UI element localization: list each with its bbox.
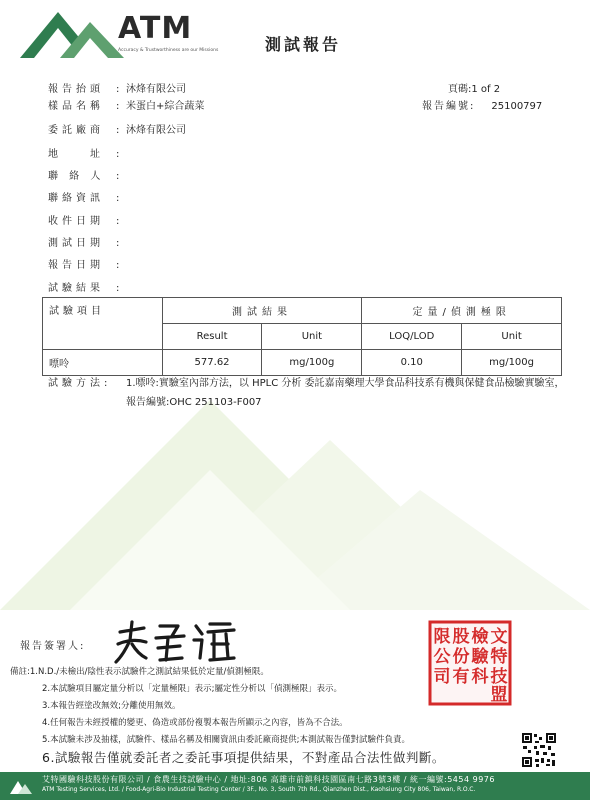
header-test-item: 試驗項目	[43, 298, 163, 350]
method-label: 試驗方法:	[48, 378, 112, 389]
cell-loq-unit: mg/100g	[462, 350, 562, 376]
field-client: 委託廠商 : 沐烽有限公司	[48, 121, 186, 137]
svg-text:司: 司	[433, 667, 451, 687]
field-report-date: 報告日期 :	[48, 256, 126, 272]
field-address: 地 址 :	[48, 145, 126, 161]
field-label: 試驗結果	[48, 283, 104, 294]
svg-text:盟: 盟	[490, 685, 508, 705]
field-receipt-date: 收件日期 :	[48, 212, 126, 228]
subheader-unit: Unit	[262, 324, 362, 350]
field-value: 米蛋白+綜合蔬菜	[126, 101, 205, 112]
document-title: 測試報告	[265, 35, 342, 54]
table-row	[43, 350, 562, 376]
report-number-label: 報告編號:	[422, 101, 476, 112]
field-contact-info: 聯絡資訊 :	[48, 189, 126, 205]
field-sample-name: 樣品名稱 : 米蛋白+綜合蔬菜	[48, 97, 204, 113]
logo-tagline: Accuracy & Trustworthiness are our Missions	[118, 48, 219, 53]
page-number: 頁碼:1 of 2	[448, 84, 501, 95]
report-number-value: 25100797	[491, 101, 543, 112]
footer-logo-icon	[10, 778, 32, 794]
note-item: 4.任何報告未經授權的變更、偽造或部份複製本報告所顯示之內容，皆為不合法。	[42, 718, 348, 728]
svg-text:科: 科	[471, 667, 489, 687]
field-value: 沐烽有限公司	[126, 84, 186, 95]
svg-text:份: 份	[452, 647, 470, 667]
results-table	[42, 297, 562, 376]
field-label: 委託廠商	[48, 125, 104, 136]
header-test-result: 測試結果	[162, 298, 362, 324]
handwritten-signature	[110, 618, 240, 666]
svg-text:驗: 驗	[471, 647, 489, 667]
field-test-date: 測試日期 :	[48, 234, 126, 250]
footer-address-en: ATM Testing Services, Ltd. / Food-Agri-Bio Industrial Testing Center / 3F., No. 3, South 7th Rd., Qianzhen Dist., Kaohsiung City 806, Taiwan, R.O.C.	[42, 786, 476, 793]
field-report-header: 報告抬頭 : 沐烽有限公司	[48, 80, 186, 96]
field-label: 測試日期	[48, 238, 104, 249]
qr-code-icon	[521, 732, 557, 768]
note-item: 6.試驗報告僅就委託者之委託事項提供結果，不對產品合法性做判斷。	[42, 750, 445, 765]
logo-mountains-icon	[20, 6, 132, 58]
subheader-result: Result	[162, 324, 262, 350]
report-number	[422, 97, 542, 112]
note-item: 5.本試驗未涉及抽樣，試驗件、樣品名稱及相關資訊由委託廠商提供;本測試報告僅對試驗件負責。	[42, 735, 410, 745]
svg-text:技: 技	[490, 667, 508, 687]
field-label: 收件日期	[48, 216, 104, 227]
note-item: 3.本報告經塗改無效;分離使用無效。	[42, 701, 181, 711]
cell-item: 嘌呤	[43, 350, 163, 376]
signer-label: 報告簽署人:	[20, 641, 86, 652]
field-label: 報告日期	[48, 260, 104, 271]
field-test-results: 試驗結果 :	[48, 279, 126, 295]
note-item: 備註:1.N.D./未檢出/陰性表示試驗件之測試結果低於定量/偵測極限。	[10, 667, 269, 677]
field-contact-person: 聯 絡 人 :	[48, 167, 126, 183]
header-detection-limit: 定量/偵測極限	[362, 298, 562, 324]
footer-address-zh: 艾特國驗科技股份有限公司 / 食農生技試驗中心 / 地址:806 高雄市前鎮科技園區南七路3號3樓 / 統一編號:5454 9976	[42, 775, 495, 784]
svg-text:限: 限	[433, 627, 451, 647]
cell-loq: 0.10	[362, 350, 462, 376]
note-item: 2.本試驗項目屬定量分析以「定量極限」表示;屬定性分析以「偵測極限」表示。	[42, 684, 342, 694]
subheader-unit: Unit	[462, 324, 562, 350]
svg-text:檢: 檢	[471, 627, 489, 647]
cell-unit: mg/100g	[262, 350, 362, 376]
field-label: 報告抬頭	[48, 84, 104, 95]
svg-text:公: 公	[433, 647, 451, 667]
svg-text:特: 特	[490, 647, 508, 667]
svg-text:有: 有	[452, 667, 470, 687]
field-label: 聯絡資訊	[48, 193, 104, 204]
field-label: 地 址	[48, 149, 104, 160]
notes	[10, 664, 480, 766]
logo-text: ATM	[118, 11, 193, 46]
field-label: 樣品名稱	[48, 101, 104, 112]
svg-text:文: 文	[490, 627, 508, 647]
field-value: 沐烽有限公司	[126, 125, 186, 136]
table-header-row	[43, 298, 562, 324]
cell-result: 577.62	[162, 350, 262, 376]
watermark-mountains	[0, 380, 590, 610]
method-text: 1.嘌呤:實驗室內部方法，以 HPLC 分析 委託嘉南藥理大學食品科技系有機與保健食品檢驗實驗室，報告編號:OHC 251103-F007	[126, 378, 565, 408]
field-label: 聯 絡 人	[48, 171, 105, 182]
footer-bar	[0, 772, 590, 800]
subheader-loq: LOQ/LOD	[362, 324, 462, 350]
svg-text:股: 股	[452, 627, 470, 647]
